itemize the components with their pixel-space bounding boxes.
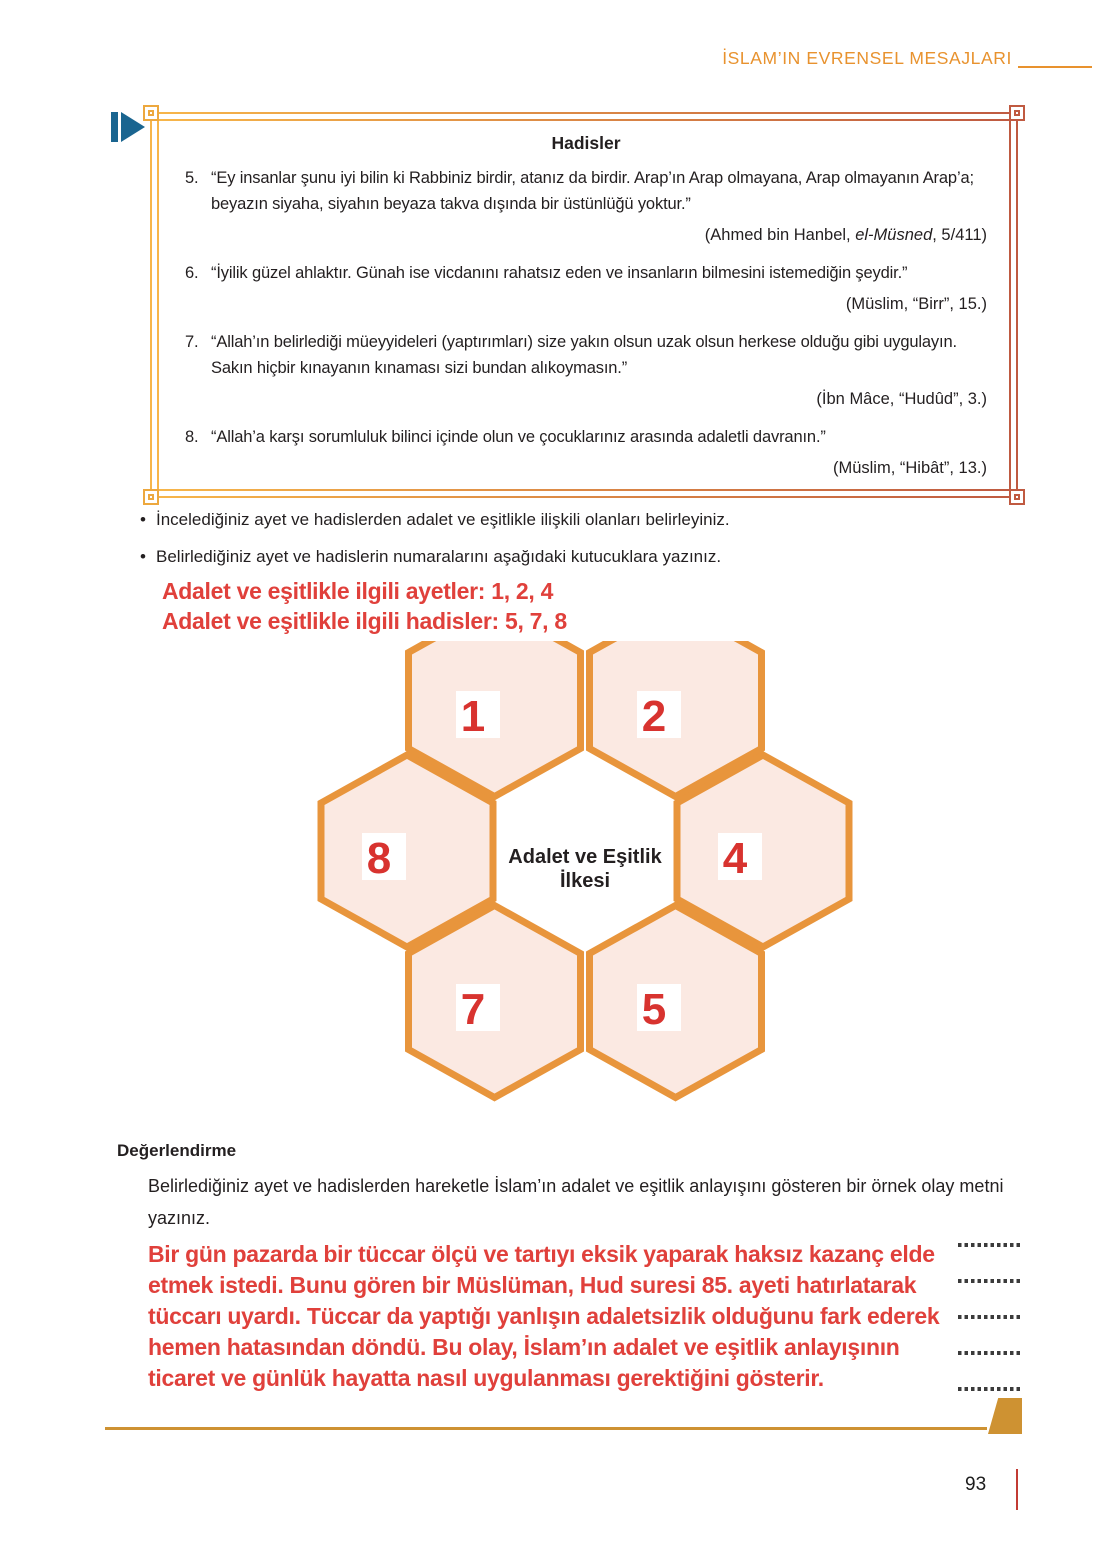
hadith-number: 5.	[185, 169, 199, 187]
dotted-line	[958, 1243, 1022, 1247]
header-rule	[1018, 66, 1092, 68]
hexagon-number: 7	[460, 985, 486, 1034]
source-text: (Müslim, “Hibât”, 13.)	[832, 459, 987, 477]
answer-line: ticaret ve günlük hayatta nasıl uygulanması gerektiğini gösterir.	[148, 1365, 824, 1391]
hadith-source	[185, 222, 987, 248]
hadith-source	[185, 291, 987, 317]
source-text: (Müslim, “Birr”, 15.)	[845, 295, 987, 313]
dotted-line	[958, 1351, 1022, 1355]
student-answer-paragraph	[148, 1239, 948, 1394]
hadith-number: 7.	[185, 333, 199, 351]
task-item	[140, 546, 980, 568]
hadith-box-title: Hadisler	[551, 133, 621, 153]
corner-ornament-icon	[143, 105, 159, 121]
hadith-number: 8.	[185, 428, 199, 446]
hexagon-number: 2	[641, 692, 667, 741]
hexagon-diagram	[310, 641, 860, 1111]
task-item	[140, 509, 980, 531]
student-answer-numbers	[162, 576, 567, 636]
answer-line: Bir gün pazarda bir tüccar ölçü ve tartıyı eksik yaparak haksız kazanç elde	[148, 1241, 935, 1267]
corner-ornament-icon	[143, 489, 159, 505]
dotted-line	[958, 1315, 1022, 1319]
source-text: (İbn Mâce, “Hudûd”, 3.)	[816, 390, 987, 408]
page-number: 93	[965, 1474, 987, 1495]
hadith-item	[185, 165, 987, 217]
diagram-center-label-line1: Adalet ve Eşitlik	[508, 846, 662, 868]
task-text: İncelediğiniz ayet ve hadislerden adalet ve eşitlikle ilişkili olanları belirleyiniz.	[156, 510, 730, 529]
task-list	[140, 509, 980, 583]
hadith-item	[185, 260, 987, 286]
assessment-heading: Değerlendirme	[117, 1141, 237, 1160]
footer-rule	[105, 1427, 987, 1430]
dotted-line	[958, 1279, 1022, 1283]
hadith-item	[185, 424, 987, 450]
hadith-text: “Allah’ın belirlediği müeyyideleri (yaptırımları) size yakın olsun uzak olsun herkese olduğu gibi uygulayın. Sakın hiçbir kınayanın kınaması sizi bundan alıkoymasın.”	[211, 333, 957, 377]
corner-ornament-icon	[1009, 105, 1025, 121]
hadith-box-inner	[157, 119, 1011, 491]
page-number-tick	[1016, 1469, 1018, 1510]
source-italic: el-Müsned	[855, 226, 933, 244]
diagram-center-label-line2: İlkesi	[559, 870, 611, 892]
hadith-text: “Allah’a karşı sorumluluk bilinci içinde olun ve çocuklarınız arasında adaletli davranın.”	[211, 428, 826, 446]
dotted-answer-lines	[958, 1243, 1022, 1423]
dotted-line	[958, 1387, 1022, 1391]
marker-bar-icon	[111, 112, 118, 142]
source-text: (Ahmed bin Hanbel,	[704, 226, 856, 244]
page-header-title: İSLAM’IN EVRENSEL MESAJLARI	[722, 48, 1012, 68]
hadith-box	[150, 112, 1018, 498]
hexagon-number: 4	[722, 834, 748, 883]
bullet-icon: •	[140, 510, 146, 529]
hadith-number: 6.	[185, 264, 199, 282]
bullet-icon: •	[140, 547, 146, 566]
assessment-prompt: Belirlediğiniz ayet ve hadislerden hareketle İslam’ın adalet ve eşitlik anlayışını gösteren bir örnek olay metni yazınız.	[148, 1176, 1004, 1228]
hexagon-number: 8	[366, 834, 392, 883]
marker-arrow-icon	[121, 112, 145, 142]
section-marker-icon	[111, 112, 145, 142]
hadith-item	[185, 329, 987, 381]
corner-ornament-icon	[1009, 489, 1025, 505]
task-text: Belirlediğiniz ayet ve hadislerin numaralarını aşağıdaki kutucuklara yazınız.	[156, 547, 722, 566]
answer-hadisler: Adalet ve eşitlikle ilgili hadisler: 5, 7, 8	[162, 608, 567, 634]
hadith-source	[185, 386, 987, 412]
answer-line: tüccarı uyardı. Tüccar da yaptığı yanlışın adaletsizlik olduğunu fark ederek	[148, 1303, 940, 1329]
answer-line: etmek istedi. Bunu gören bir Müslüman, Hud suresi 85. ayeti hatırlatarak	[148, 1272, 917, 1298]
hadith-text: “İyilik güzel ahlaktır. Günah ise vicdanını rahatsız eden ve insanların bilmesini istemediğin şeydir.”	[211, 264, 908, 282]
source-text: , 5/411)	[932, 226, 987, 244]
answer-ayetler: Adalet ve eşitlikle ilgili ayetler: 1, 2, 4	[162, 578, 554, 604]
hexagon-number: 1	[460, 692, 486, 741]
hadith-text: “Ey insanlar şunu iyi bilin ki Rabbiniz birdir, atanız da birdir. Arap’ın Arap olmayana, Arap olmayanın Arap’a; beyazın siyaha, siyahın beyaza takva dışında bir üstünlüğü yoktur.”	[211, 169, 974, 213]
hexagon-number: 5	[641, 985, 667, 1034]
answer-line: hemen hatasından döndü. Bu olay, İslam’ın adalet ve eşitlik anlayışının	[148, 1334, 900, 1360]
hadith-source	[185, 455, 987, 481]
